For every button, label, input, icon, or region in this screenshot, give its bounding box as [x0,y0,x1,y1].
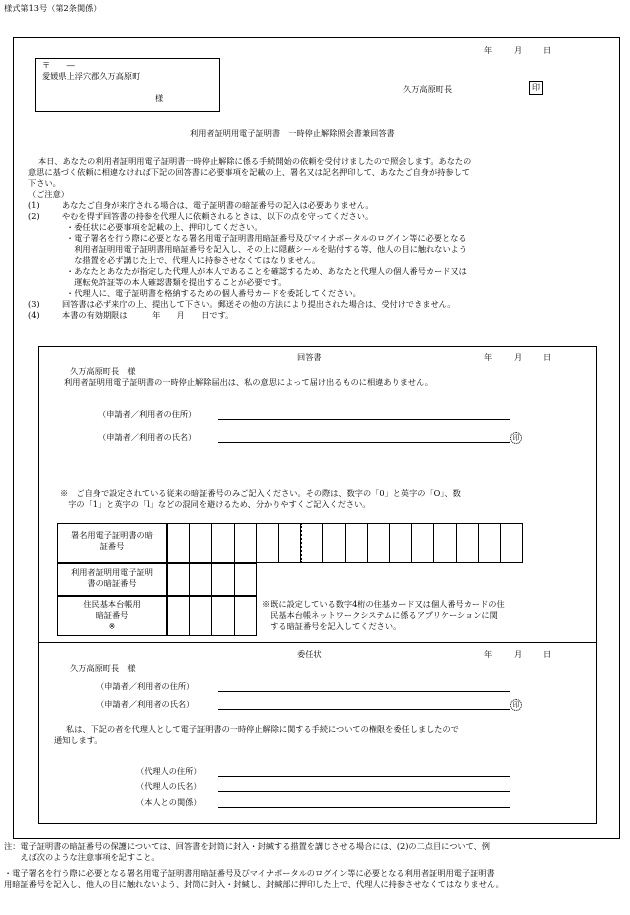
note-text: 本書の有効期限は 年 月 日です。 [62,310,234,320]
reply-statement: 利用者証明用電子証明書の一時停止解除届出は、私の意思によって届け出るものに相違ありません。 [64,377,433,387]
sign-pin-cell[interactable] [189,523,212,563]
reply-seal: 印 [510,432,522,444]
sign-pin-cell[interactable] [234,523,257,563]
footer-bullet: ・電子署名を行う際に必要となる署名用電子証明書用暗証番号及びマイナポータルのログイン等に必要となる利用者証明用電子証明書 [4,868,495,878]
user-pin-cell[interactable] [189,563,212,596]
sign-pin-cell[interactable] [256,523,279,563]
note-text: やむを得ず回答書の持参を代理人に依頼されるときは、以下の点を守ってください。 [62,211,374,221]
sender-seal: 印 [529,81,543,95]
header-year: 年 [484,45,493,55]
reply-address-field[interactable] [218,419,510,420]
note-text: 運転免許証等の本人確認書類を提出することが必要です。 [66,277,287,287]
sign-pin-cell[interactable] [478,523,501,563]
sign-pin-cell[interactable] [345,523,368,563]
notes-heading: （ご注意） [28,189,69,199]
proxy-statement: 通知します。 [54,735,103,745]
note-text: あなたご自身が来庁される場合は、電子証明書の暗証番号の記入は必要ありません。 [62,200,374,210]
proxy-addressee: 久万高原町長 様 [70,663,136,673]
proxy-seal: 印 [510,699,522,711]
pin-label: 書の暗証番号 [87,578,137,588]
footer-bullet: 用暗証番号を記入し、他人の目に触れないよう、封筒に封入・封緘し、封緘部に押印した上で、代理人に持参させなくてはなりません。 [4,879,504,889]
pin-label: 暗証番号 [95,610,129,620]
proxy-name-field[interactable] [218,709,510,710]
proxy-address-label: （申請者／利用者の住所） [96,681,195,691]
proxy-day: 日 [543,649,552,659]
user-pin-cell[interactable] [211,563,234,596]
proxy-address-field[interactable] [218,691,510,692]
note-text: 回答書は必ず来庁の上、提出して下さい。郵送その他の方法により提出された場合は、受付けできません。 [62,299,456,309]
agent-address-field[interactable] [218,776,510,777]
sign-pin-cell[interactable] [456,523,479,563]
note-num: (3) [28,299,40,309]
note-num: (4) [28,310,40,320]
note-num: (1) [28,200,40,210]
sender-name: 久万高原町長 [403,84,453,94]
juki-note: 民基本台帳ネットワークシステムに係るアプリケーションに関 [262,610,498,620]
pin-label: ※ [108,621,116,631]
reply-title: 回答書 [297,352,322,362]
sign-pin-cell[interactable] [500,523,523,563]
header-month: 月 [514,45,523,55]
address-text: 愛媛県上浮穴郡久万高原町 [42,71,141,81]
sign-pin-cell[interactable] [433,523,456,563]
reply-month: 月 [514,352,523,362]
juki-note: ※既に設定している数字4桁の住基カード又は個人番号カードの住 [262,599,505,609]
proxy-year: 年 [484,649,493,659]
pin-separator [300,523,302,563]
postal-mark: 〒 ― [42,60,75,70]
reply-addressee: 久万高原町長 様 [70,366,136,376]
agent-name-label: （代理人の氏名） [136,781,202,791]
juki-pin-cell[interactable] [189,596,212,636]
note-text: ・代理人に、電子証明書を格納するための個人番号カードを委託してください。 [66,288,361,298]
footer-note: えば次のような注意事項を記すこと。 [4,852,160,862]
sign-pin-cell[interactable] [300,523,323,563]
reply-address-label: （申請者／利用者の住所） [98,409,197,419]
proxy-statement: 私は、下記の者を代理人として電子証明書の一時停止解除に関する手続についての権限を委任しましたので [66,724,459,734]
reply-name-label: （申請者／利用者の氏名） [98,432,197,442]
relation-field[interactable] [218,807,510,808]
footer-note: 注：電子証明書の暗証番号の保護については、回答書を封筒に封入・封緘する措置を講じさせる場合には、(2)の二点目について、例 [4,841,490,851]
intro-line: 本日、あなたの利用者証明用電子証明書一時停止解除に係る手続開始の依頼を受付けましたので照会します。あなたの [38,156,472,166]
agent-name-field[interactable] [218,791,510,792]
sign-pin-cell[interactable] [389,523,412,563]
pin-label: 住民基本台帳用 [83,599,141,609]
section-divider [38,642,596,643]
sign-pin-cell[interactable] [211,523,234,563]
juki-pin-cell[interactable] [211,596,234,636]
juki-pin-cell[interactable] [234,596,257,636]
note-text: 利用者証明用電子証明書用暗証番号を記入し、その上に隠蔽シールを貼付する等、他人の目に触れないよう [66,244,468,254]
pin-label: 利用者証明用電子証明 [71,567,153,577]
pin-label: 証番号 [99,541,125,551]
header-day: 日 [543,45,552,55]
reply-name-field[interactable] [218,442,510,443]
proxy-name-label: （申請者／利用者の氏名） [96,699,195,709]
proxy-month: 月 [514,649,523,659]
sign-pin-cell[interactable] [411,523,434,563]
intro-line: 下さい。 [28,178,61,188]
juki-pin-cell[interactable] [167,596,190,636]
sign-pin-cell[interactable] [367,523,390,563]
agent-address-label: （代理人の住所） [136,766,202,776]
sign-pin-cell[interactable] [278,523,301,563]
user-pin-cell[interactable] [167,563,190,596]
juki-note: する暗証番号を記入してください。 [262,621,402,631]
form-id: 様式第13号（第2条関係） [4,3,102,13]
pin-label: 署名用電子証明書の暗 [71,530,153,540]
note-text: ・あなたとあなたが指定した代理人が本人であることを確認するため、あなたと代理人の個人番号カード又は [66,266,467,276]
relation-label: （本人との関係） [136,797,202,807]
pin-note: 字の「1」と英字の「l」などの混同を避けるため、分かりやすくご記入ください。 [60,499,371,509]
address-honorific: 様 [155,93,164,103]
proxy-title: 委任状 [297,649,322,659]
note-text: ・委任状に必要事項を記載の上、押印してください。 [66,222,263,232]
reply-day: 日 [543,352,552,362]
sign-pin-cell[interactable] [167,523,190,563]
note-num: (2) [28,211,40,221]
user-pin-cell[interactable] [234,563,257,596]
note-text: な措置を必ず講じた上で、代理人に持参させなくてはなりません。 [66,255,321,265]
reply-year: 年 [484,352,493,362]
sign-pin-cell[interactable] [322,523,345,563]
pin-note: ※ ご自身で設定されている従来の暗証番号のみご記入ください。その際は、数字の「0」と英字の「O」、数 [60,488,461,498]
page-title: 利用者証明用電子証明書 一時停止解除照会書兼回答書 [190,128,395,138]
note-text: ・電子署名を行う際に必要となる署名用電子証明書用暗証番号及びマイナポータルのログイン等に必要となる [66,233,467,243]
intro-line: 意思に基づく依頼に相違なければ下記の回答書に必要事項を記載の上、署名又は記名押印して、あなたご自身が持参して [28,167,470,177]
